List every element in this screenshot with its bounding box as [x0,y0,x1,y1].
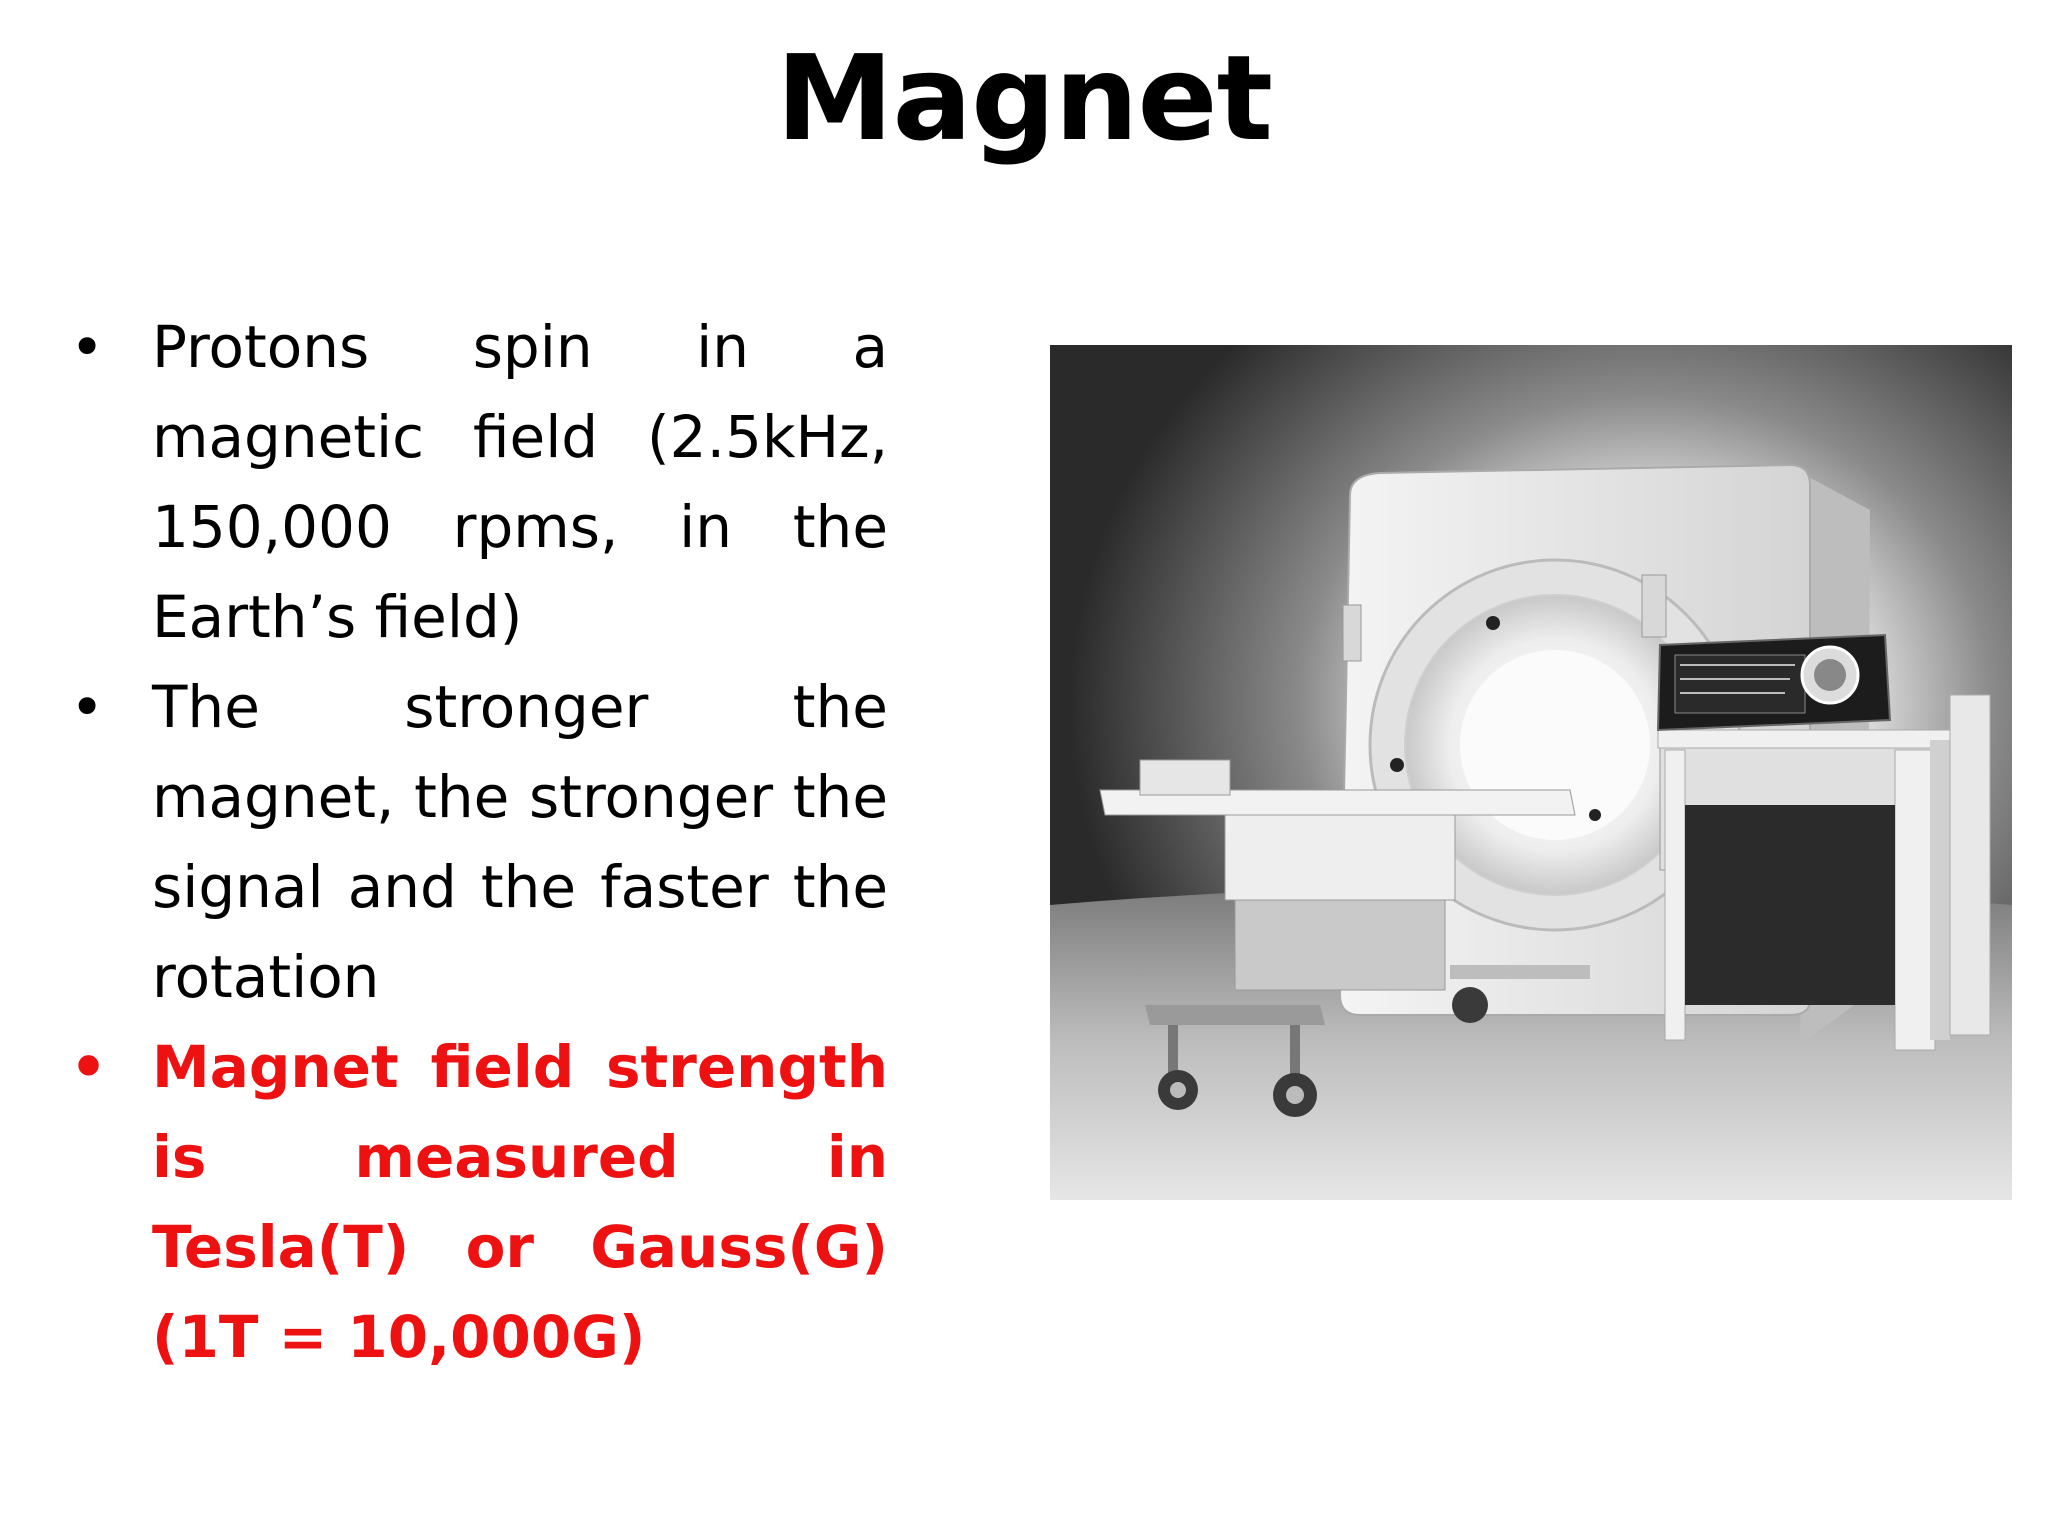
mri-scanner-illustration [1050,345,2012,1200]
bullet-item-emphasis [68,1022,888,1382]
bullet-text: Protons spin in a magnetic field (2.5kHz, 150,000 rpms, in the Earth’s field) [152,313,888,651]
bullet-text: The stronger the magnet, the stronger the signal and the faster the rotation [152,673,888,1011]
bullet-dot-icon: • [70,673,105,741]
bullet-item [68,662,888,1022]
bullet-list [68,302,888,1382]
bullet-dot-icon: • [70,313,105,381]
bullet-dot-icon: • [70,1033,108,1101]
mri-scanner-photo [1050,345,2012,1200]
bullet-item [68,302,888,662]
bullet-text: Magnet field strength is measured in Tesla(T) or Gauss(G) (1T = 10,000G) [152,1033,888,1371]
slide-title: Magnet [776,29,1272,167]
